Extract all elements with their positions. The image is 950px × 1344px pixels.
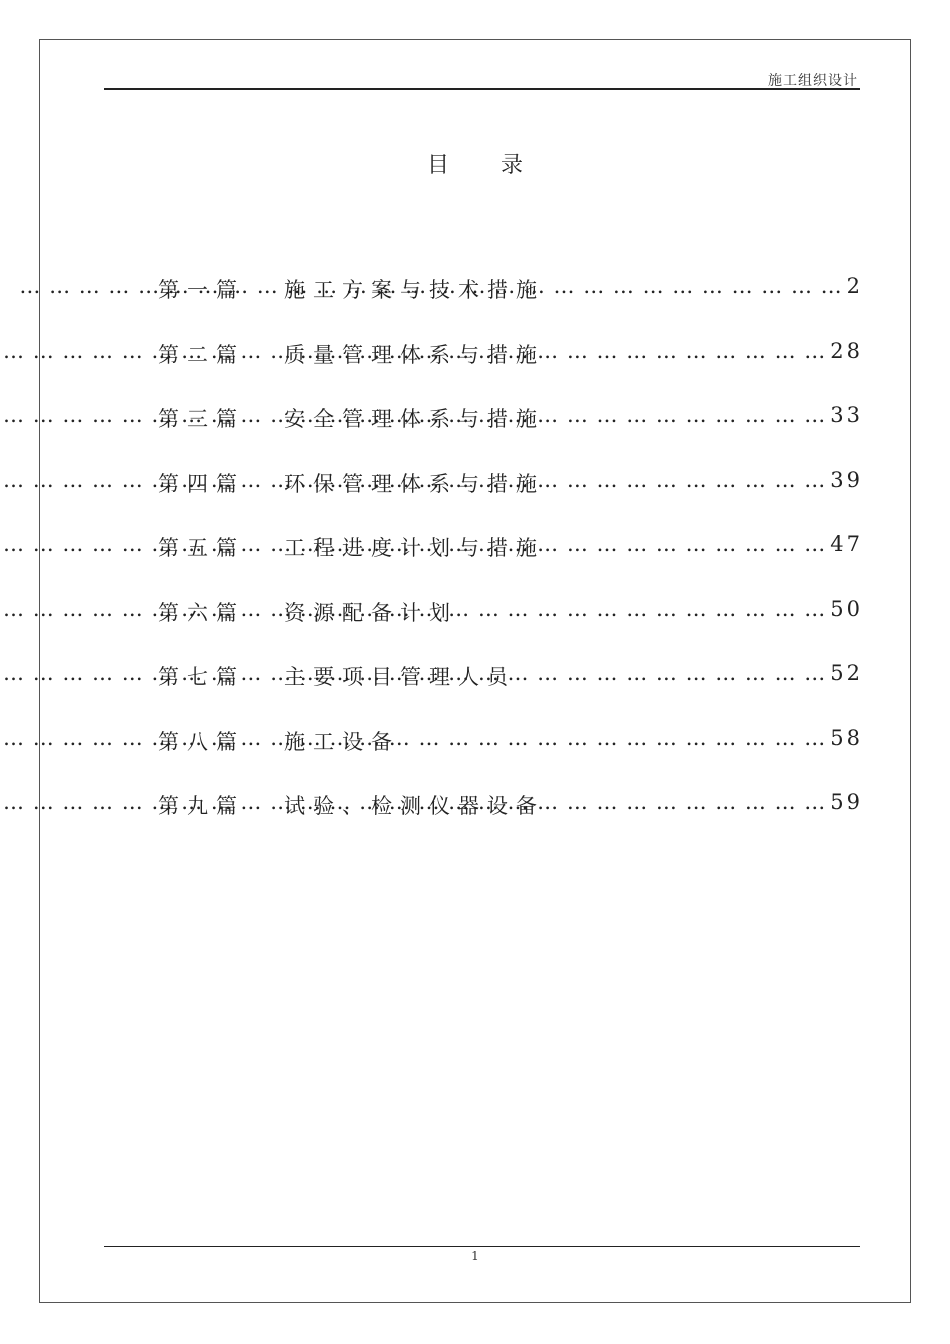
toc-entry[interactable] xyxy=(158,403,863,468)
toc-dot-leader xyxy=(545,532,826,560)
toc-dot-leader xyxy=(545,468,826,496)
header-rule xyxy=(104,88,860,90)
toc-part-number: 第二篇 xyxy=(158,342,245,367)
toc-entry[interactable] xyxy=(158,532,863,597)
toc-entry[interactable] xyxy=(158,790,863,855)
toc-page-number: 33 xyxy=(830,403,863,427)
toc-part-number: 第四篇 xyxy=(158,471,245,496)
toc-entry-title: 质量管理体系与措施 xyxy=(284,342,545,367)
toc-dot-leader xyxy=(400,726,826,754)
toc-entry-title: 资源配备计划 xyxy=(284,600,458,625)
toc-entry-title: 主要项目管理人员 xyxy=(284,665,516,689)
toc-entry[interactable] xyxy=(158,274,863,339)
toc-entry-title: 安全管理体系与措施 xyxy=(284,407,545,431)
toc-page-number: 50 xyxy=(830,596,863,621)
toc-part-number: 第一篇 xyxy=(158,278,245,302)
toc-dot-leader xyxy=(458,597,826,625)
toc-page-number: 52 xyxy=(830,661,863,685)
footer-rule xyxy=(104,1246,860,1247)
toc-dot-leader xyxy=(545,339,826,367)
toc-page-number: 58 xyxy=(830,725,863,750)
toc-entry-title: 环保管理体系与措施 xyxy=(284,471,545,496)
toc-part-number: 第九篇 xyxy=(158,794,245,818)
toc-part-number: 第七篇 xyxy=(158,665,245,689)
page-number: 1 xyxy=(471,1249,479,1263)
toc-title: 目录 xyxy=(426,153,575,178)
toc-dot-leader xyxy=(545,274,843,302)
toc-part-number: 第六篇 xyxy=(158,600,245,625)
toc-entry[interactable] xyxy=(158,725,863,791)
toc-entry[interactable] xyxy=(158,467,863,533)
toc-page-number: 28 xyxy=(830,338,863,363)
toc-page-number: 39 xyxy=(830,467,863,492)
toc-entry-title: 施工方案与技术措施 xyxy=(284,278,545,302)
toc-entry-title: 试验、检测仪器设备 xyxy=(284,794,545,818)
toc-part-number: 第八篇 xyxy=(158,729,245,754)
toc-page-number: 2 xyxy=(846,274,863,298)
toc-part-number: 第三篇 xyxy=(158,407,245,431)
toc-entry[interactable] xyxy=(158,596,863,662)
toc-page-number: 59 xyxy=(830,790,863,814)
toc-entry-title: 工程进度计划与措施 xyxy=(284,536,545,560)
running-header: 施工组织设计 xyxy=(768,73,858,89)
toc-dot-leader xyxy=(545,790,826,818)
toc-dot-leader xyxy=(545,403,826,431)
toc-entry-title: 施工设备 xyxy=(284,729,400,754)
table-of-contents xyxy=(158,274,863,855)
toc-entry[interactable] xyxy=(158,661,863,726)
toc-entry[interactable] xyxy=(158,338,863,404)
toc-part-number: 第五篇 xyxy=(158,536,245,560)
toc-dot-leader xyxy=(516,661,826,689)
toc-page-number: 47 xyxy=(830,532,863,556)
